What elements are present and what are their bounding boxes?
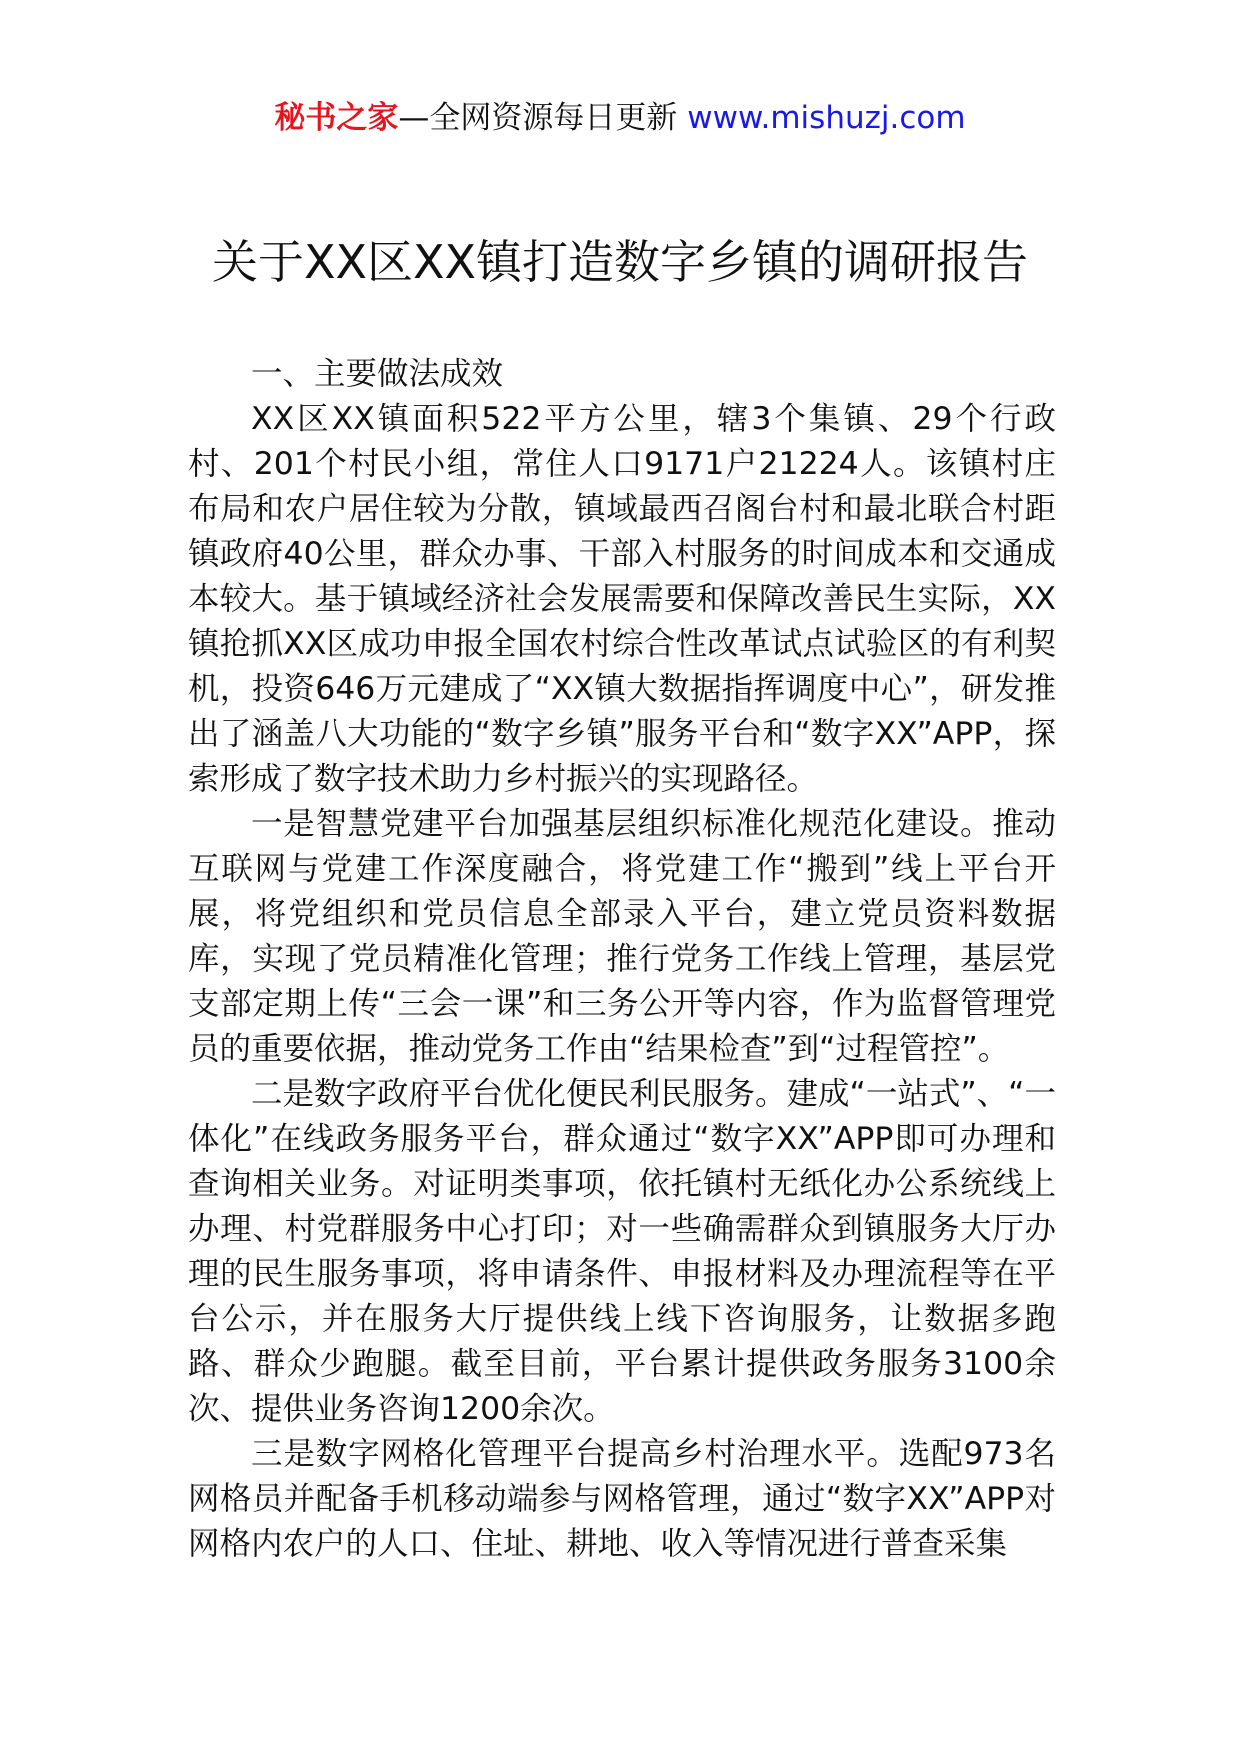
document-body bbox=[188, 352, 1056, 1567]
body-paragraph: XX区XX镇面积522平方公里，辖3个集镇、29个行政村、201个村民小组，常住人口9171户21224人。该镇村庄布局和农户居住较为分散，镇域最西召阁台村和最北联合村距镇政府40公里，群众办事、干部入村服务的时间成本和交通成本较大。基于镇域经济社会发展需要和保障改善民生实际，XX镇抢抓XX区成功申报全国农村综合性改革试点试验区的有利契机，投资646万元建成了“XX镇大数据指挥调度中心”，研发推出了涵盖八大功能的“数字乡镇”服务平台和“数字XX”APP，探索形成了数字技术助力乡村振兴的实现路径。 bbox=[188, 401, 1056, 797]
body-paragraph: 二是数字政府平台优化便民利民服务。建成“一站式”、“一体化”在线政务服务平台，群众通过“数字XX”APP即可办理和查询相关业务。对证明类事项，依托镇村无纸化办公系统线上办理、村党群服务中心打印；对一些确需群众到镇服务大厅办理的民生服务事项，将申请条件、申报材料及办理流程等在平台公示，并在服务大厅提供线上线下咨询服务，让数据多跑路、群众少跑腿。截至目前，平台累计提供政务服务3100余次、提供业务咨询1200余次。 bbox=[188, 1076, 1056, 1427]
site-url-link[interactable]: www.mishuzj.com bbox=[687, 100, 966, 136]
body-paragraph: 三是数字网格化管理平台提高乡村治理水平。选配973名网格员并配备手机移动端参与网格管理，通过“数字XX”APP对网格内农户的人口、住址、耕地、收入等情况进行普查采集 bbox=[188, 1436, 1056, 1562]
document-title: 关于XX区XX镇打造数字乡镇的调研报告 bbox=[211, 235, 1029, 289]
body-paragraph: 一是智慧党建平台加强基层组织标准化规范化建设。推动互联网与党建工作深度融合，将党建工作“搬到”线上平台开展，将党组织和党员信息全部录入平台，建立党员资料数据库，实现了党员精准化管理；推行党务工作线上管理，基层党支部定期上传“三会一课”和三务公开等内容，作为监督管理党员的重要依据，推动党务工作由“结果检查”到“过程管控”。 bbox=[188, 806, 1056, 1067]
site-brand: 秘书之家 bbox=[274, 100, 399, 136]
site-tagline: —全网资源每日更新 bbox=[398, 100, 688, 136]
section-heading: 一、主要做法成效 bbox=[251, 356, 504, 392]
site-header bbox=[0, 98, 1240, 138]
